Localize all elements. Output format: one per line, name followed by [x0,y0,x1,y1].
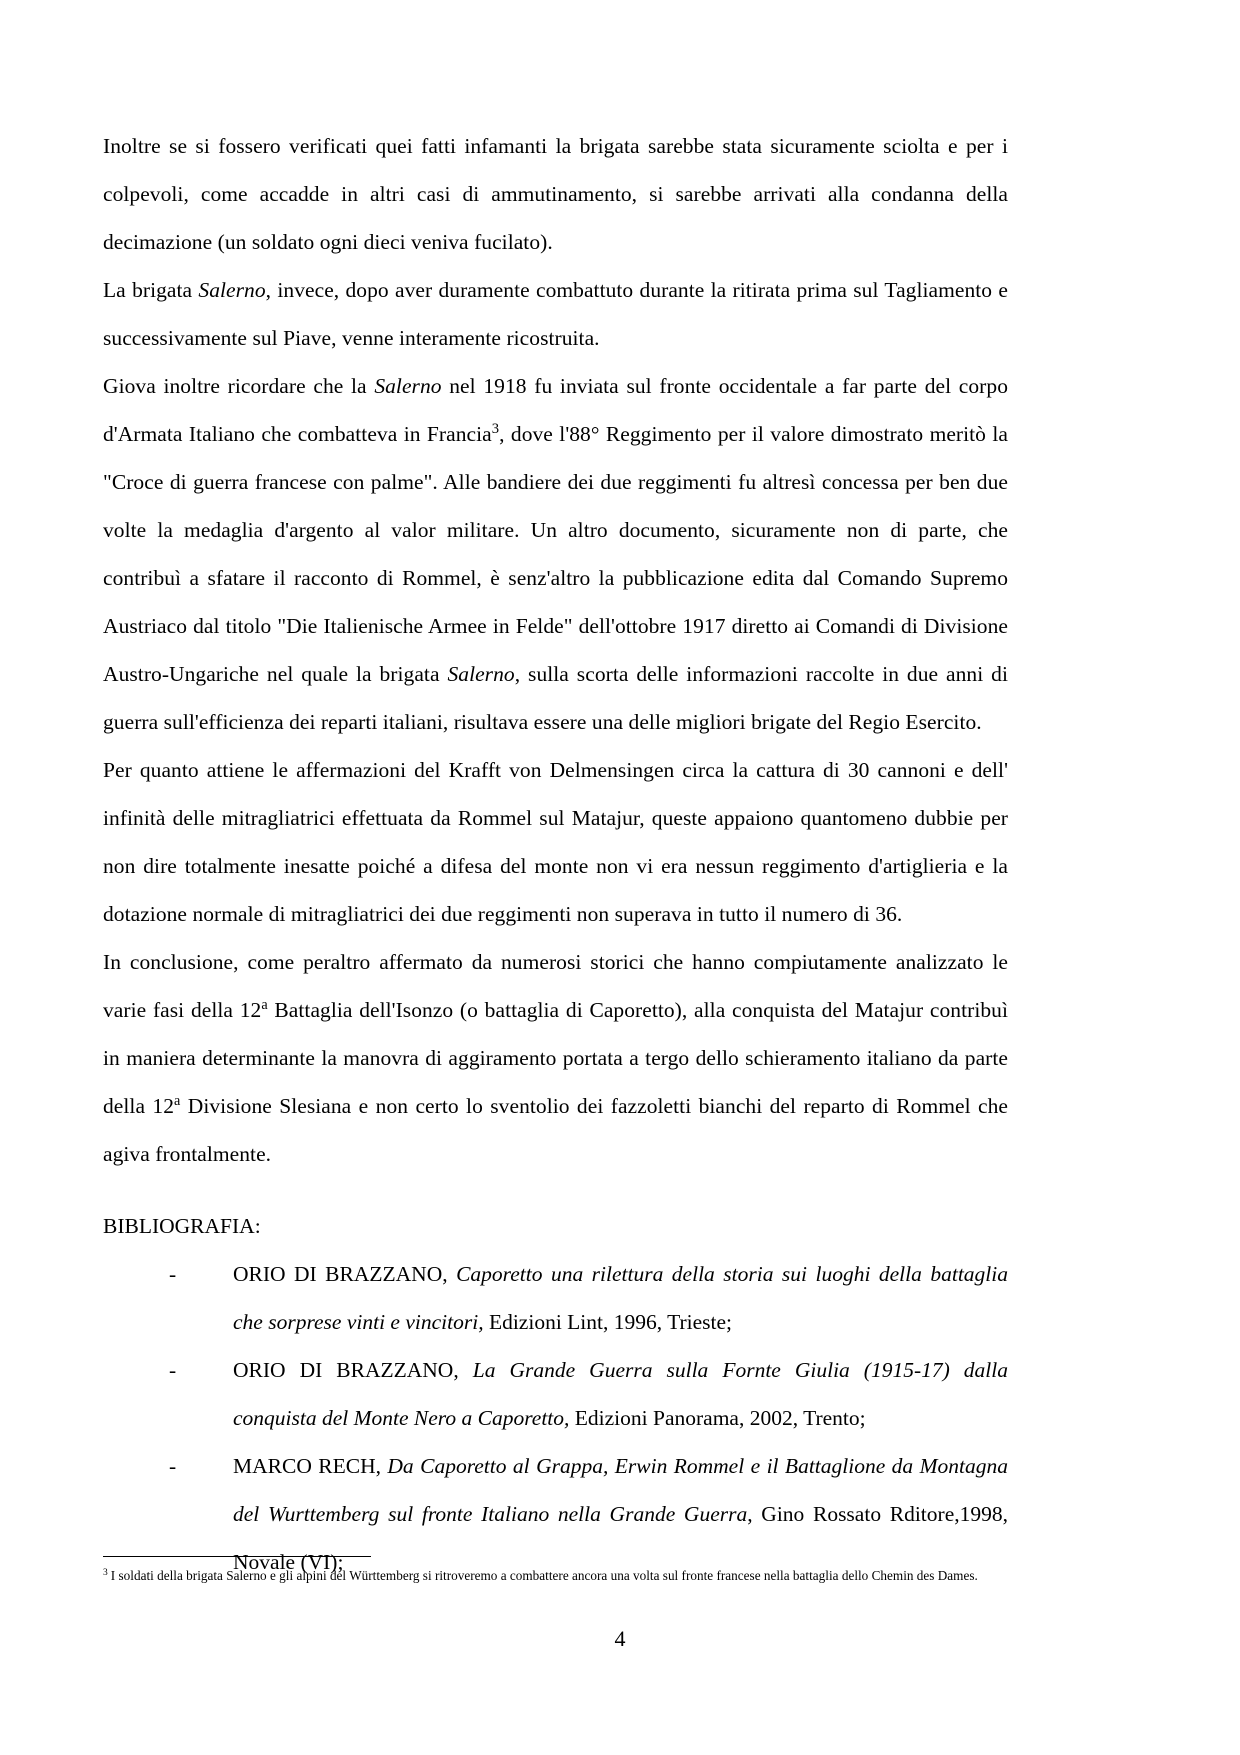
text-run: Giova inoltre ricordare che la [103,374,375,398]
text-run: , sulla scorta delle informazioni raccolte in due anni di guerra sull'efficienza dei reparti italiani, risultava essere una delle migliori brigate del Regio Esercito. [103,662,1008,734]
body-paragraph [103,362,1008,746]
italic-run: Salerno [198,278,266,302]
footnote-separator-rule [103,1556,371,1557]
bullet-dash: - [169,1358,177,1382]
bibliography-entry [169,1346,1008,1442]
text-run: Battaglia dell'Isonzo (o battaglia di Caporetto), alla conquista del Matajur contribuì in maniera determinante la manovra di aggiramento portata a tergo dello schieramento italiano da parte della 12 [103,998,1008,1118]
text-run: ORIO DI BRAZZANO, [233,1358,473,1382]
text-run: Edizioni Panorama, 2002, Trento; [569,1406,866,1430]
footnote-reference-marker: 3 [491,420,500,437]
text-run: , invece, dopo aver duramente combattuto durante la ritirata prima sul Tagliamento e successivamente sul Piave, venne interamente ricostruita. [103,278,1008,350]
italic-run: Da Caporetto al Grappa, Erwin Rommel e il Battaglione da Montagna del Wurttemberg sul fronte Italiano nella Grande Guerra [233,1454,1008,1526]
text-run: Divisione Slesiana e non certo lo sventolio dei fazzoletti bianchi del reparto di Rommel che agiva frontalmente. [103,1094,1009,1166]
ordinal-superscript: a [174,1092,181,1109]
page-number: 4 [614,1626,626,1651]
text-run: ORIO DI BRAZZANO, [233,1262,457,1286]
text-run: nel 1918 fu inviata sul fronte occidentale a far parte del corpo d'Armata Italiano che combatteva in Francia [103,374,1008,446]
footnote-body-text: I soldati della brigata Salerno e gli alpini del Württemberg si ritroveremo a combattere ancora una volta sul fronte francese nella battaglia dello Chemin des Dames. [110,1568,978,1583]
page-body-content [103,122,1008,1586]
bibliography-list [103,1250,1008,1586]
italic-run: Caporetto una rilettura della storia sui luoghi della battaglia che sorprese vinti e vincitori, [233,1262,1008,1334]
text-run: , Gino Rossato Rditore,1998, Novale (VI); [233,1502,1008,1574]
text-run: , dove l'88° Reggimento per il valore dimostrato meritò la "Croce di guerra francese con palme". Alle bandiere dei due reggimenti fu altresì concessa per ben due volte la medaglia d'argento al valor militare. Un altro documento, sicuramente non di parte, che contribuì a sfatare il racconto di Rommel, è senz'altro la pubblicazione edita dal Comando Supremo Austriaco dal titolo "Die Italienische Armee in Felde" dell'ottobre 1917 diretto ai Comandi di Divisione Austro-Ungariche nel quale la brigata [103,422,1008,686]
text-run: Inoltre se si fossero verificati quei fatti infamanti la brigata sarebbe stata sicuramente sciolta e per i colpevoli, come accadde in altri casi di ammutinamento, si sarebbe arrivati alla condanna della decimazione (un soldato ogni dieci veniva fucilato). [103,134,1008,254]
bullet-dash: - [169,1262,177,1286]
text-run: Edizioni Lint, 1996, Trieste; [483,1310,733,1334]
body-paragraphs [103,122,1008,1178]
bibliography-entry [169,1250,1008,1346]
body-paragraph [103,746,1008,938]
text-run: In conclusione, come peraltro affermato da numerosi storici che hanno compiutamente analizzato le varie fasi della 12 [103,950,1008,1022]
italic-run: Salerno [447,662,515,686]
footnote-number: 3 [103,1567,108,1578]
text-run: La brigata [103,278,199,302]
footnote-area [103,1556,1008,1586]
ordinal-superscript: a [261,996,268,1013]
text-run: MARCO RECH, [233,1454,388,1478]
body-paragraph [103,122,1008,266]
italic-run: La Grande Guerra sulla Fornte Giulia (1915-17) dalla conquista del Monte Nero a Caporetto, [233,1358,1009,1430]
body-paragraph [103,938,1008,1178]
footnote-text [103,1565,1008,1586]
bibliography-heading: BIBLIOGRAFIA: [103,1214,261,1238]
text-run: Per quanto attiene le affermazioni del Krafft von Delmensingen circa la cattura di 30 cannoni e dell' infinità delle mitragliatrici effettuata da Rommel sul Matajur, queste appaiono quantomeno dubbie per non dire totalmente inesatte poiché a difesa del monte non vi era nessun reggimento d'artiglieria e la dotazione normale di mitragliatrici dei due reggimenti non superava in tutto il numero di 36. [103,758,1008,926]
italic-run: Salerno [374,374,442,398]
bullet-dash: - [169,1454,177,1478]
body-paragraph [103,266,1008,362]
